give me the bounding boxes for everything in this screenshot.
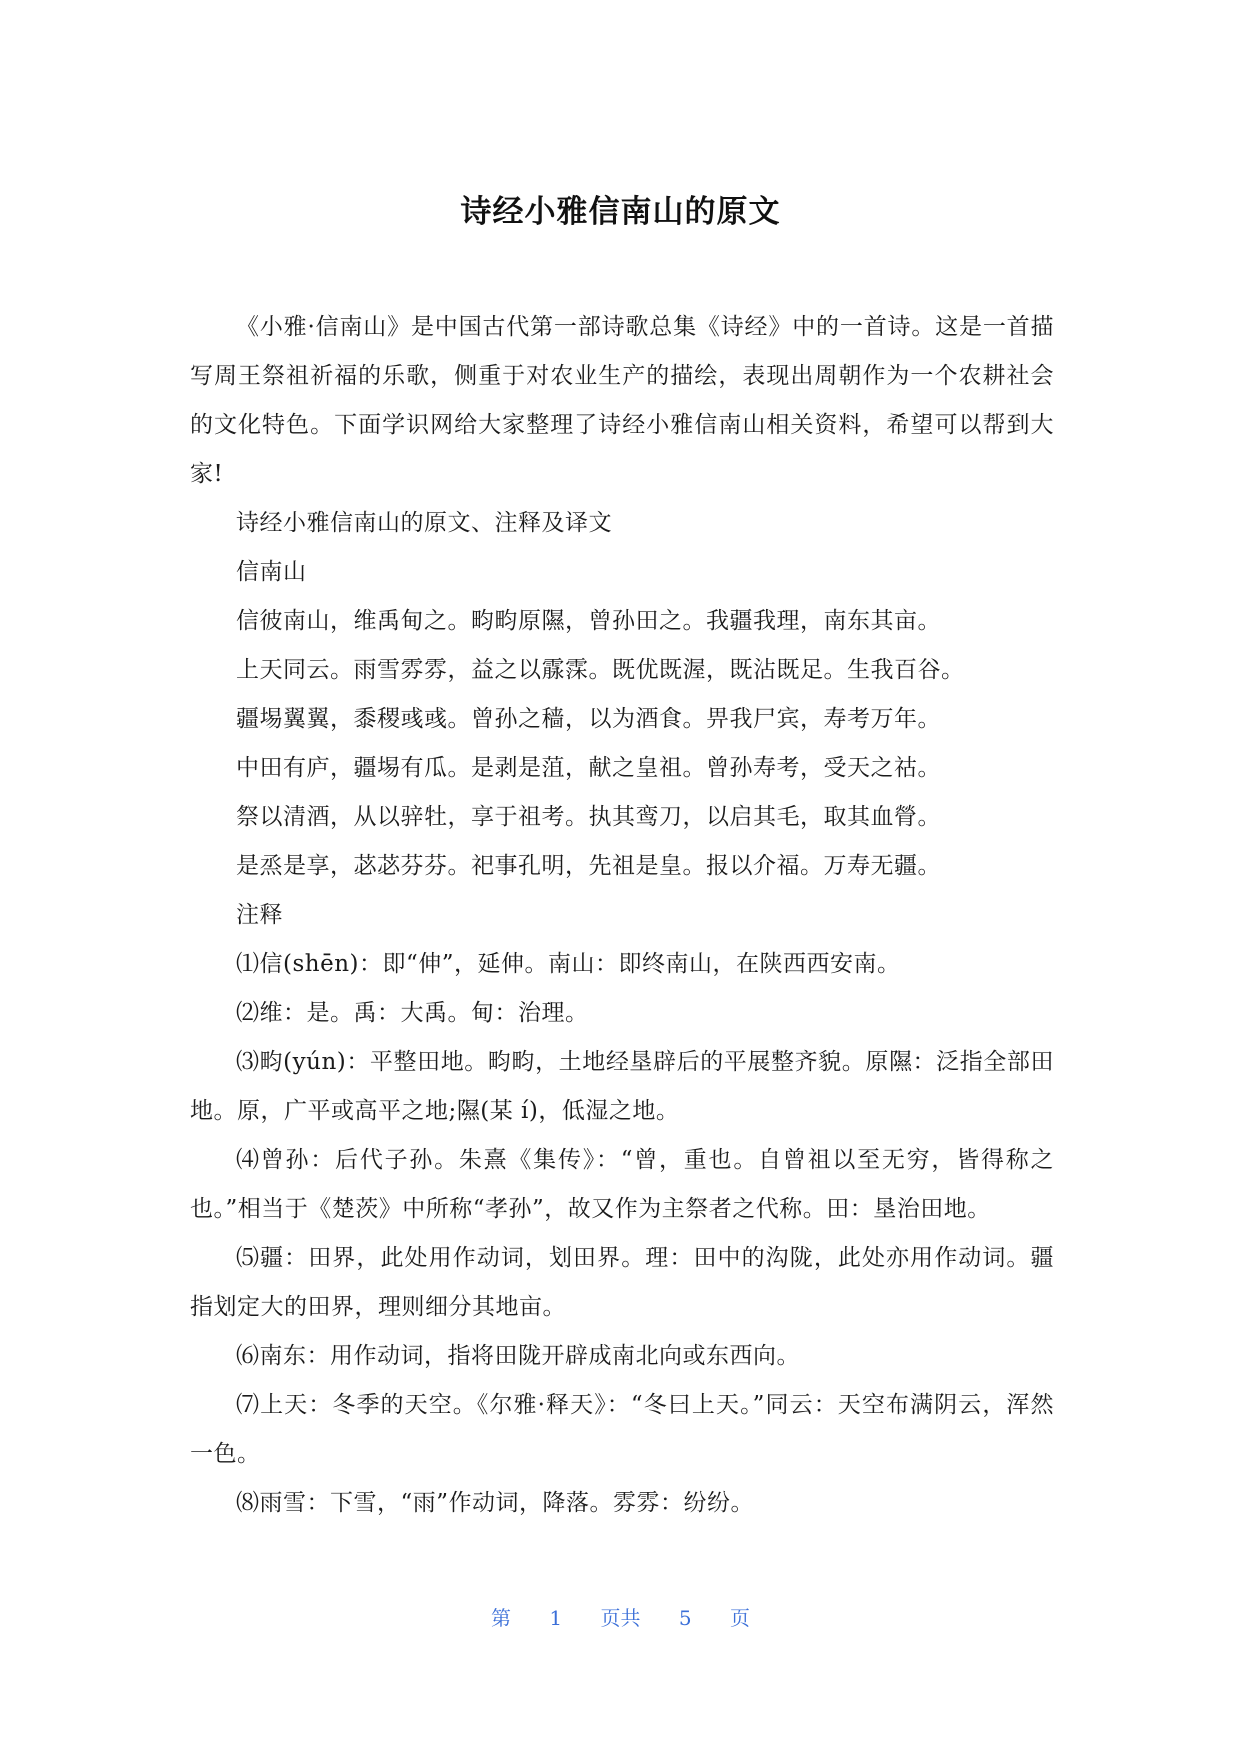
document-body <box>190 303 1054 1528</box>
document-title: 诗经小雅信南山的原文 <box>460 194 781 230</box>
footer-label-end: 页 <box>729 1606 750 1630</box>
paragraph-note: ⑸疆：田界，此处用作动词，划田界。理：田中的沟陇，此处亦用作动词。疆指划定大的田界，理则细分其地亩。 <box>190 1245 1054 1320</box>
paragraph-poem-line: 祭以清酒，从以骍牡，享于祖考。执其鸾刀，以启其毛，取其血膋。 <box>236 804 941 830</box>
paragraph-section-heading: 诗经小雅信南山的原文、注释及译文 <box>236 510 612 536</box>
footer-label-page: 第 <box>491 1606 512 1630</box>
paragraph-poem-line: 是烝是享，苾苾芬芬。祀事孔明，先祖是皇。报以介福。万寿无疆。 <box>236 853 941 879</box>
paragraph-note: ⑶畇(yún)：平整田地。畇畇，土地经垦辟后的平展整齐貌。原隰：泛指全部田地。原，广平或高平之地;隰(某 í)，低湿之地。 <box>190 1049 1054 1124</box>
paragraph-notes-heading: 注释 <box>236 902 283 928</box>
paragraph-poem-line: 信彼南山，维禹甸之。畇畇原隰，曾孙田之。我疆我理，南东其亩。 <box>236 608 941 634</box>
paragraph-note: ⑹南东：用作动词，指将田陇开辟成南北向或东西向。 <box>236 1343 800 1369</box>
paragraph-note: ⑵维：是。禹：大禹。甸：治理。 <box>236 1000 589 1026</box>
paragraph-note: ⑺上天：冬季的天空。《尔雅·释天》：“冬曰上天。”同云：天空布满阴云，浑然一色。 <box>190 1392 1054 1467</box>
paragraph-poem-line: 疆埸翼翼，黍稷彧彧。曾孙之穑，以为酒食。畀我尸宾，寿考万年。 <box>236 706 941 732</box>
paragraph-poem-title: 信南山 <box>236 559 307 585</box>
paragraph-note: ⑷曾孙：后代子孙。朱熹《集传》：“曾，重也。自曾祖以至无穷，皆得称之也。”相当于《楚茨》中所称“孝孙”，故又作为主祭者之代称。田：垦治田地。 <box>190 1147 1054 1222</box>
footer-label-of: 页共 <box>600 1606 641 1630</box>
paragraph-intro: 《小雅·信南山》是中国古代第一部诗歌总集《诗经》中的一首诗。这是一首描写周王祭祖祈福的乐歌，侧重于对农业生产的描绘，表现出周朝作为一个农耕社会的文化特色。下面学识网给大家整理了诗经小雅信南山相关资料，希望可以帮到大家! <box>190 314 1054 487</box>
page-footer <box>0 1604 1241 1632</box>
paragraph-poem-line: 上天同云。雨雪雰雰，益之以霡霂。既优既渥，既沾既足。生我百谷。 <box>236 657 965 683</box>
paragraph-note: ⑻雨雪：下雪，“雨”作动词，降落。雰雰：纷纷。 <box>236 1490 755 1516</box>
paragraph-note: ⑴信(shēn)：即“伸”，延伸。南山：即终南山，在陕西西安南。 <box>236 951 901 977</box>
paragraph-poem-line: 中田有庐，疆埸有瓜。是剥是菹，献之皇祖。曾孙寿考，受天之祜。 <box>236 755 941 781</box>
footer-current-page: 1 <box>549 1606 563 1630</box>
footer-total-pages: 5 <box>678 1606 692 1630</box>
